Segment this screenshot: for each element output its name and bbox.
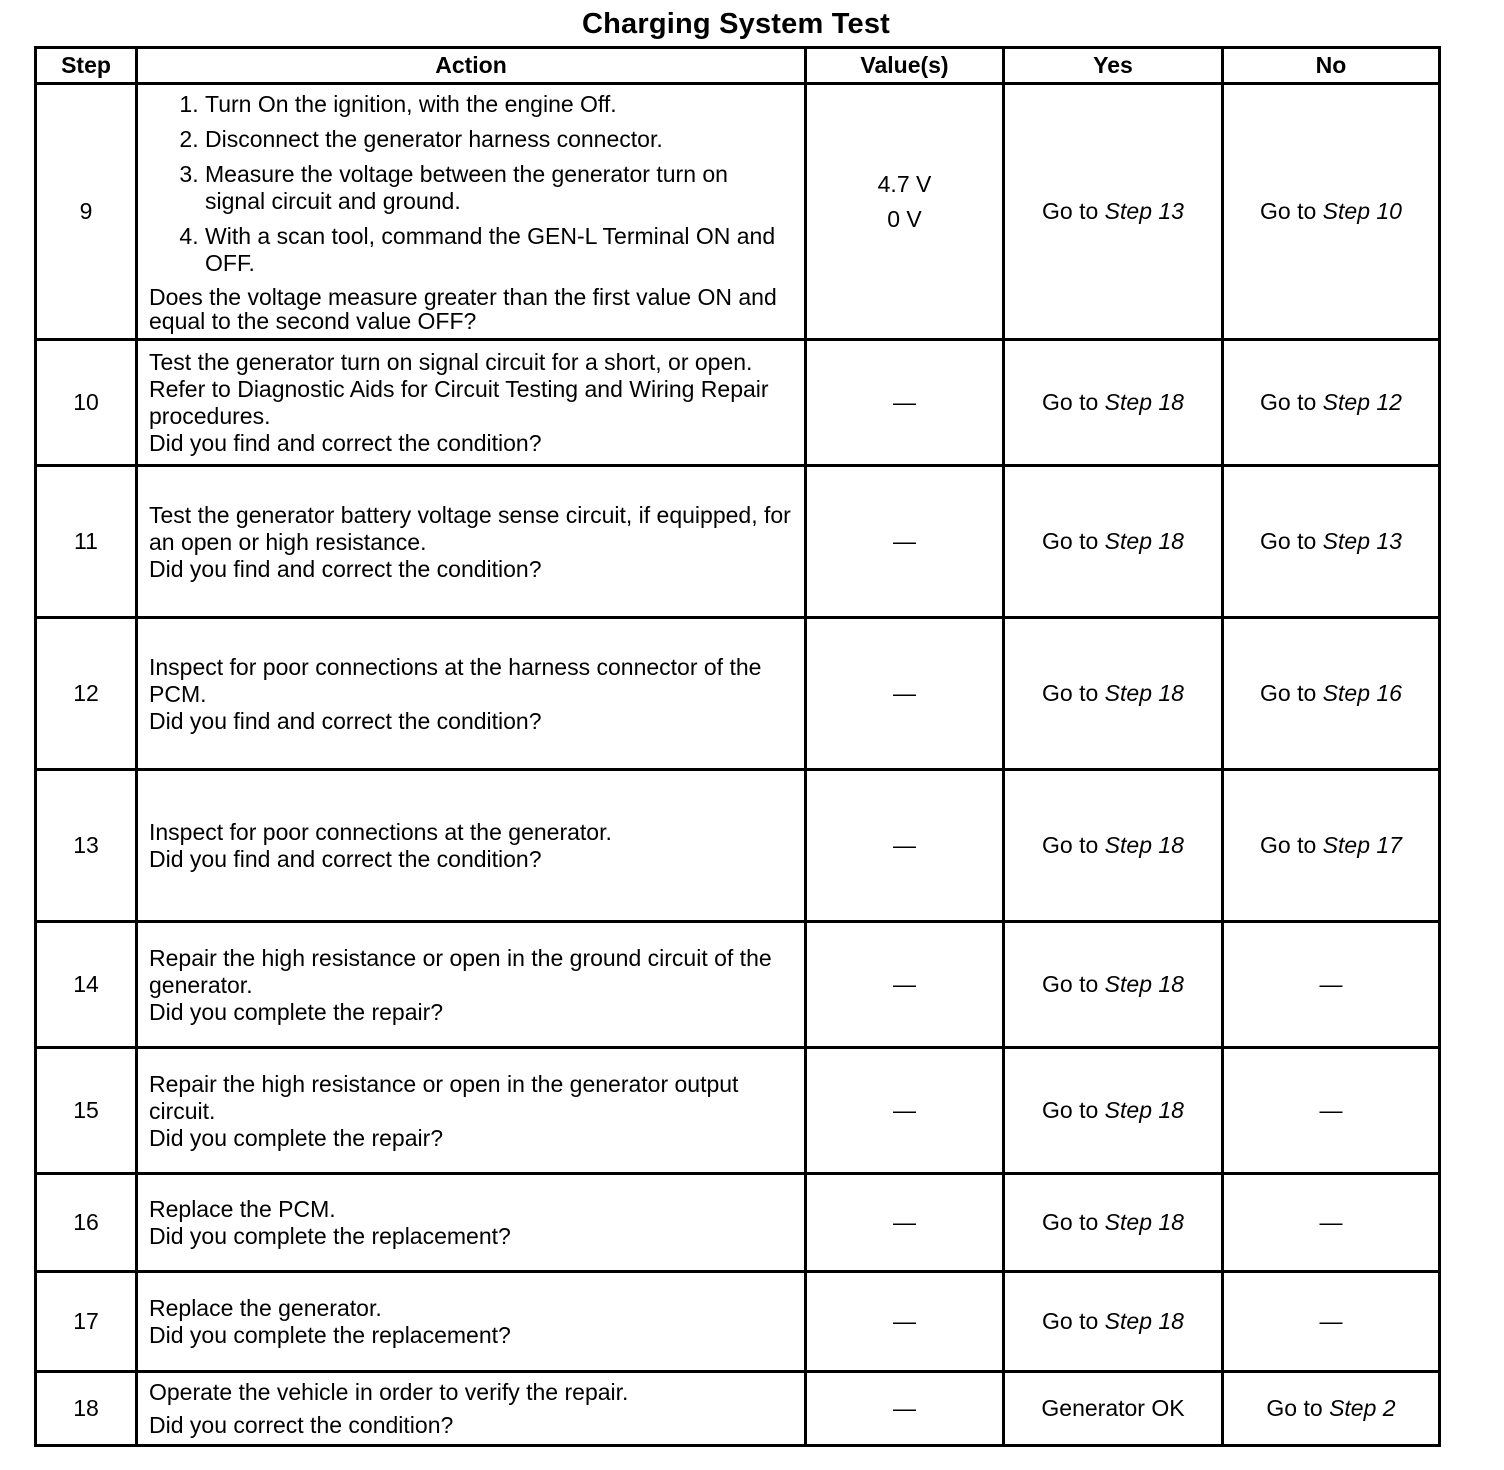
no-cell: —	[1223, 1272, 1440, 1372]
action-question: Did you complete the replacement?	[149, 1322, 511, 1348]
action-question: Did you find and correct the condition?	[149, 707, 542, 734]
page-title: Charging System Test	[581, 8, 891, 40]
no-cell	[1223, 466, 1440, 618]
goto-prefix: Go to	[1042, 528, 1099, 554]
goto-prefix: Go to	[1260, 680, 1317, 706]
step-number: 10	[36, 340, 137, 466]
step-number: 11	[36, 466, 137, 618]
value-cell: —	[806, 1372, 1004, 1446]
table-row	[36, 1048, 1440, 1174]
value-cell: —	[806, 1048, 1004, 1174]
value-cell: —	[806, 618, 1004, 770]
value-cell: —	[806, 922, 1004, 1048]
table-row	[36, 770, 1440, 922]
value-cell	[806, 84, 1004, 340]
goto-prefix: Go to	[1260, 832, 1317, 858]
action-step: 3. Measure the voltage between the generator turn on signal circuit and ground.	[205, 161, 794, 215]
action-cell	[137, 1372, 806, 1446]
value-cell: —	[806, 770, 1004, 922]
value-cell: —	[806, 466, 1004, 618]
action-text: Test the generator battery voltage sense circuit, if equipped, for an open or high resistance.	[149, 501, 791, 555]
table-row	[36, 466, 1440, 618]
table-row	[36, 922, 1440, 1048]
no-cell	[1223, 340, 1440, 466]
action-steps-list	[149, 91, 794, 285]
no-cell	[1223, 1372, 1440, 1446]
goto-step-link: Step 18	[1104, 1097, 1184, 1123]
step-number: 12	[36, 618, 137, 770]
goto-prefix: Go to	[1042, 1209, 1099, 1235]
goto-prefix: Go to	[1042, 832, 1099, 858]
goto-step-link: Step 12	[1322, 389, 1402, 415]
step-number: 13	[36, 770, 137, 922]
header-action: Action	[137, 48, 806, 84]
goto-prefix: Go to	[1042, 389, 1099, 415]
goto-step-link: Step 17	[1322, 832, 1402, 858]
action-step: 2. Disconnect the generator harness connector.	[205, 126, 794, 153]
yes-cell	[1004, 1174, 1223, 1272]
goto-prefix: Go to	[1260, 528, 1317, 554]
header-no: No	[1223, 48, 1440, 84]
yes-cell: Generator OK	[1004, 1372, 1223, 1446]
action-cell	[137, 84, 806, 340]
action-cell	[137, 1048, 806, 1174]
action-question: Does the voltage measure greater than the first value ON and equal to the second value OFF?	[149, 284, 777, 334]
header-step: Step	[36, 48, 137, 84]
goto-prefix: Go to	[1260, 198, 1317, 224]
goto-step-link: Step 18	[1104, 971, 1184, 997]
value-off: 0 V	[887, 205, 922, 232]
action-cell	[137, 466, 806, 618]
no-cell: —	[1223, 922, 1440, 1048]
yes-cell	[1004, 84, 1223, 340]
no-cell: —	[1223, 1174, 1440, 1272]
step-number: 14	[36, 922, 137, 1048]
action-text: Operate the vehicle in order to verify the repair.	[149, 1379, 629, 1405]
goto-step-link: Step 18	[1104, 389, 1184, 415]
goto-step-link: Step 18	[1104, 680, 1184, 706]
goto-step-link: Step 13	[1104, 198, 1184, 224]
table-row	[36, 1174, 1440, 1272]
action-question: Did you find and correct the condition?	[149, 430, 542, 456]
table-row	[36, 618, 1440, 770]
yes-cell	[1004, 618, 1223, 770]
step-number: 9	[36, 84, 137, 340]
yes-cell	[1004, 770, 1223, 922]
header-values: Value(s)	[806, 48, 1004, 84]
goto-prefix: Go to	[1042, 198, 1099, 224]
yes-cell	[1004, 1272, 1223, 1372]
value-cell: —	[806, 1272, 1004, 1372]
step-number: 17	[36, 1272, 137, 1372]
action-question: Did you complete the repair?	[149, 1124, 444, 1151]
value-cell: —	[806, 1174, 1004, 1272]
action-text: Repair the high resistance or open in the ground circuit of the generator.	[149, 944, 772, 998]
action-text: Replace the generator.	[149, 1295, 382, 1321]
action-step: 1. Turn On the ignition, with the engine Off.	[205, 91, 794, 118]
goto-step-link: Step 18	[1104, 1308, 1184, 1334]
no-cell	[1223, 84, 1440, 340]
step-number: 18	[36, 1372, 137, 1446]
no-cell: —	[1223, 1048, 1440, 1174]
no-cell	[1223, 770, 1440, 922]
table-row	[36, 1272, 1440, 1372]
header-yes: Yes	[1004, 48, 1223, 84]
yes-cell	[1004, 340, 1223, 466]
action-step: 4. With a scan tool, command the GEN-L Terminal ON and OFF.	[205, 223, 794, 277]
goto-prefix: Go to	[1042, 1097, 1099, 1123]
goto-step-link: Step 18	[1104, 1209, 1184, 1235]
action-question: Did you find and correct the condition?	[149, 555, 542, 582]
table-row	[36, 1372, 1440, 1446]
goto-prefix: Go to	[1042, 680, 1099, 706]
goto-step-link: Step 13	[1322, 528, 1402, 554]
value-on: 4.7 V	[877, 170, 932, 197]
goto-prefix: Go to	[1266, 1395, 1323, 1421]
goto-step-link: Step 10	[1322, 198, 1402, 224]
action-text: Inspect for poor connections at the harness connector of the PCM.	[149, 653, 762, 707]
action-cell	[137, 618, 806, 770]
value-cell: —	[806, 340, 1004, 466]
action-cell	[137, 922, 806, 1048]
action-cell	[137, 1272, 806, 1372]
action-text: Inspect for poor connections at the generator.	[149, 819, 612, 845]
action-question: Did you complete the replacement?	[149, 1223, 511, 1249]
goto-step-link: Step 2	[1329, 1395, 1396, 1421]
goto-step-link: Step 18	[1104, 832, 1184, 858]
yes-cell	[1004, 922, 1223, 1048]
action-text: Replace the PCM.	[149, 1196, 336, 1222]
table-row	[36, 84, 1440, 340]
table-row	[36, 340, 1440, 466]
action-question: Did you complete the repair?	[149, 998, 444, 1025]
action-text: Test the generator turn on signal circuit for a short, or open. Refer to Diagnostic Aids for Circuit Testing and Wiring Repair procedures.	[149, 349, 769, 429]
action-question: Did you find and correct the condition?	[149, 846, 542, 872]
no-cell	[1223, 618, 1440, 770]
action-cell	[137, 340, 806, 466]
yes-cell	[1004, 466, 1223, 618]
goto-prefix: Go to	[1042, 1308, 1099, 1334]
action-question: Did you correct the condition?	[149, 1412, 454, 1438]
yes-cell	[1004, 1048, 1223, 1174]
goto-step-link: Step 16	[1322, 680, 1402, 706]
goto-step-link: Step 18	[1104, 528, 1184, 554]
action-text: Repair the high resistance or open in the generator output circuit.	[149, 1070, 739, 1124]
charging-system-test-table	[34, 46, 1441, 1447]
step-number: 15	[36, 1048, 137, 1174]
goto-prefix: Go to	[1260, 389, 1317, 415]
header-row	[36, 48, 1440, 84]
action-cell	[137, 1174, 806, 1272]
action-cell	[137, 770, 806, 922]
goto-prefix: Go to	[1042, 971, 1099, 997]
step-number: 16	[36, 1174, 137, 1272]
